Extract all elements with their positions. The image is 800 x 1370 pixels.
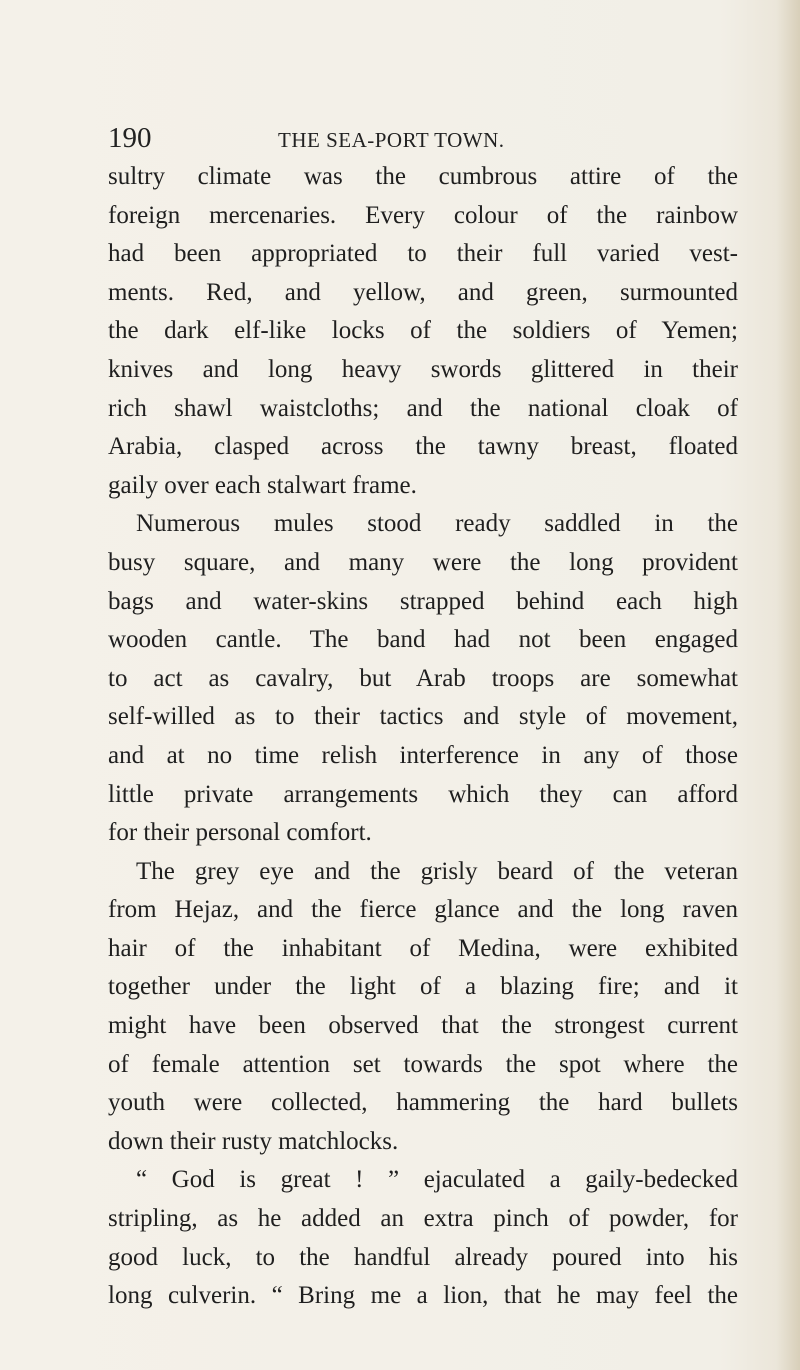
text-line: bags and water-skins strapped behind each high [108,587,738,615]
text-line: the dark elf-like locks of the soldiers of Yemen; [108,317,738,345]
text-line: youth were collected, hammering the hard bullets [108,1089,738,1117]
text-line: Arabia, clasped across the tawny breast, floated [108,433,738,461]
text-line: might have been observed that the strongest current [108,1012,738,1040]
page-number: 190 [108,122,152,154]
text-line: foreign mercenaries. Every colour of the rainbow [108,201,738,229]
text-line: The grey eye and the grisly beard of the veteran [136,857,738,885]
text-line: from Hejaz, and the fierce glance and the long raven [108,896,738,924]
text-line: wooden cantle. The band had not been engaged [108,626,738,654]
text-line: good luck, to the handful already poured into his [108,1243,738,1271]
page-header [108,120,738,156]
text-line: stripling, as he added an extra pinch of powder, for [108,1205,738,1233]
text-line: down their rusty matchlocks. [108,1127,399,1155]
text-line: knives and long heavy swords glittered in their [108,355,738,383]
text-line: long culverin. “ Bring me a lion, that he may feel the [108,1282,738,1310]
text-line: of female attention set towards the spot where the [108,1050,738,1078]
body-text [108,158,738,1316]
text-line: hair of the inhabitant of Medina, were exhibited [108,934,738,962]
text-line: together under the light of a blazing fire; and it [108,973,738,1001]
text-line: little private arrangements which they can afford [108,780,738,808]
text-line: sultry climate was the cumbrous attire of the [108,163,738,190]
text-line: and at no time relish interference in any of those [108,741,738,769]
text-line: gaily over each stalwart frame. [108,471,417,499]
text-line: ments. Red, and yellow, and green, surmounted [108,278,738,306]
text-line: self-willed as to their tactics and style of movement, [108,703,738,731]
text-line: Numerous mules stood ready saddled in the [136,510,738,538]
running-head: THE SEA-PORT TOWN. [278,128,505,152]
text-line: busy square, and many were the long provident [108,548,738,576]
text-line: for their personal comfort. [108,819,372,847]
text-line: had been appropriated to their full varied vest- [108,240,738,268]
text-line: to act as cavalry, but Arab troops are somewhat [108,664,738,692]
text-line: “ God is great ! ” ejaculated a gaily-bedecked [136,1166,738,1194]
text-line: rich shawl waistcloths; and the national cloak of [108,394,738,422]
